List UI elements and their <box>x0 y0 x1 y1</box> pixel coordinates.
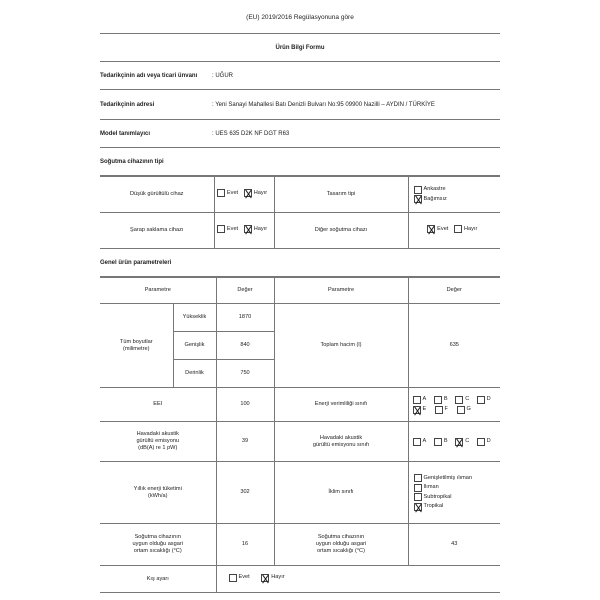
checkbox-empty-icon <box>477 396 485 404</box>
regulation-reference: (EU) 2019/2016 Regülasyonuna göre <box>246 14 354 21</box>
winter-setting-options <box>216 566 500 593</box>
noise-class-c: C <box>465 438 470 444</box>
cooling-type-heading: Soğutma cihazının tipi <box>100 148 500 176</box>
other-options <box>408 213 500 249</box>
noise-class-label: Havadaki akustik gürültü emisyonu sınıfı <box>274 422 408 462</box>
builtin-option: Ankastre <box>423 186 446 193</box>
climate-temperate: Ilıman <box>423 484 439 491</box>
checkbox-checked-icon <box>244 225 252 233</box>
energy-class-f: F <box>444 406 448 412</box>
min-temp-label: Soğutma cihazının uygun olduğu asgari ortam sıcaklığı (°C) <box>100 524 216 566</box>
min-temp-value: 16 <box>216 524 274 566</box>
checkbox-checked-icon <box>414 195 422 203</box>
checkbox-empty-icon <box>413 438 421 446</box>
height-value: 1870 <box>216 304 274 332</box>
model-label: Model tanımlayıcı <box>100 130 151 137</box>
address-label: Tedarikçinin adresi <box>100 101 155 108</box>
checkbox-empty-icon <box>229 574 237 582</box>
supplier-value: : UĞUR <box>212 72 233 79</box>
energy-class-a: A <box>422 396 427 402</box>
checkbox-empty-icon <box>435 406 443 414</box>
energy-class-e: E <box>422 406 427 412</box>
energy-class-label: Enerji verimliliği sınıfı <box>274 388 408 422</box>
checkbox-empty-icon <box>455 396 463 404</box>
climate-options <box>408 462 500 524</box>
wine-options <box>214 213 274 249</box>
checkbox-checked-icon <box>455 438 463 446</box>
energy-class-c: C <box>465 396 470 402</box>
dimensions-label: Tüm boyutlar (milimetre) <box>100 304 173 388</box>
supplier-row <box>100 62 500 90</box>
wine-no: Hayır <box>253 225 268 232</box>
design-type-label: Tasarım tipi <box>274 177 408 213</box>
checkbox-empty-icon <box>414 484 422 492</box>
checkbox-empty-icon <box>457 406 465 414</box>
annual-energy-value: 302 <box>216 462 274 524</box>
wine-yes: Evet <box>226 225 239 232</box>
depth-value: 750 <box>216 360 274 388</box>
width-label: Genişlik <box>173 332 216 360</box>
address-value: : Yeni Sanayi Mahallesi Batı Denizli Bulvarı No:95 09900 Nazilli – AYDIN / TÜRKİYE <box>212 101 435 108</box>
checkbox-checked-icon <box>261 574 269 582</box>
checkbox-checked-icon <box>413 406 421 414</box>
checkbox-empty-icon <box>414 493 422 501</box>
climate-tropical: Tropikal <box>423 503 444 510</box>
noise-label: Havadaki akustik gürültü emisyonu (dB(A) re 1 pW) <box>100 422 216 462</box>
energy-class-d: D <box>486 396 491 402</box>
design-type-options <box>408 177 500 213</box>
noise-class-a: A <box>422 438 427 444</box>
checkbox-empty-icon <box>477 438 485 446</box>
checkbox-empty-icon <box>217 189 225 197</box>
checkbox-checked-icon <box>414 503 422 511</box>
climate-label: İklim sınıfı <box>274 462 408 524</box>
winter-setting-label: Kış ayarı <box>100 566 216 593</box>
checkbox-checked-icon <box>244 189 252 197</box>
checkbox-empty-icon <box>217 225 225 233</box>
checkbox-empty-icon <box>414 474 422 482</box>
eei-label: EEI <box>100 388 216 422</box>
cooling-type-table <box>100 176 500 249</box>
eei-value: 100 <box>216 388 274 422</box>
param-header: Parametre <box>100 278 216 304</box>
other-label: Diğer soğutma cihazı <box>274 213 408 249</box>
param-header-2: Parametre <box>274 278 408 304</box>
address-row <box>100 90 500 120</box>
form-title: Ürün Bilgi Formu <box>100 34 500 62</box>
noise-class-d: D <box>486 438 491 444</box>
low-noise-label: Düşük gürültülü cihaz <box>100 177 214 213</box>
value-header-2: Değer <box>408 278 500 304</box>
winter-yes: Evet <box>238 574 250 580</box>
checkbox-empty-icon <box>434 438 442 446</box>
checkbox-empty-icon <box>454 225 462 233</box>
freestanding-option: Bağımsız <box>423 195 447 202</box>
energy-class-b: B <box>443 396 448 402</box>
model-value: : UES 635 D2K NF DGT R63 <box>212 130 290 137</box>
general-params-heading: Genel ürün parametreleri <box>100 249 500 277</box>
height-label: Yükseklik <box>173 304 216 332</box>
depth-label: Derinlik <box>173 360 216 388</box>
low-noise-options <box>214 177 274 213</box>
winter-no: Hayır <box>271 574 285 580</box>
noise-class-options <box>408 422 500 462</box>
energy-class-g: G <box>466 406 471 412</box>
checkbox-empty-icon <box>413 396 421 404</box>
noise-value: 39 <box>216 422 274 462</box>
annual-energy-label: Yıllık enerji tüketimi (kWh/a) <box>100 462 216 524</box>
total-volume-value: 635 <box>408 304 500 388</box>
other-yes: Evet <box>437 225 449 232</box>
checkbox-empty-icon <box>414 186 422 194</box>
form-frame <box>100 33 500 593</box>
checkbox-checked-icon <box>427 225 435 233</box>
checkbox-empty-icon <box>434 396 442 404</box>
wine-label: Şarap saklama cihazı <box>100 213 214 249</box>
climate-extended-temperate: Genişletilmiş ılıman <box>423 474 472 481</box>
model-row <box>100 120 500 148</box>
low-noise-no: Hayır <box>253 189 268 196</box>
width-value: 840 <box>216 332 274 360</box>
general-params-table <box>100 277 500 593</box>
energy-class-options <box>408 388 500 422</box>
max-temp-label: Soğutma cihazının uygun olduğu asgari ortam sıcaklığı (°C) <box>274 524 408 566</box>
climate-subtropical: Subtropikal <box>423 493 452 500</box>
value-header: Değer <box>216 278 274 304</box>
low-noise-yes: Evet <box>226 189 239 196</box>
other-no: Hayır <box>463 225 478 232</box>
total-volume-label: Toplam hacim (l) <box>274 304 408 388</box>
max-temp-value: 43 <box>408 524 500 566</box>
noise-class-b: B <box>443 438 448 444</box>
supplier-label: Tedarikçinin adı veya ticari ünvanı <box>100 72 198 79</box>
